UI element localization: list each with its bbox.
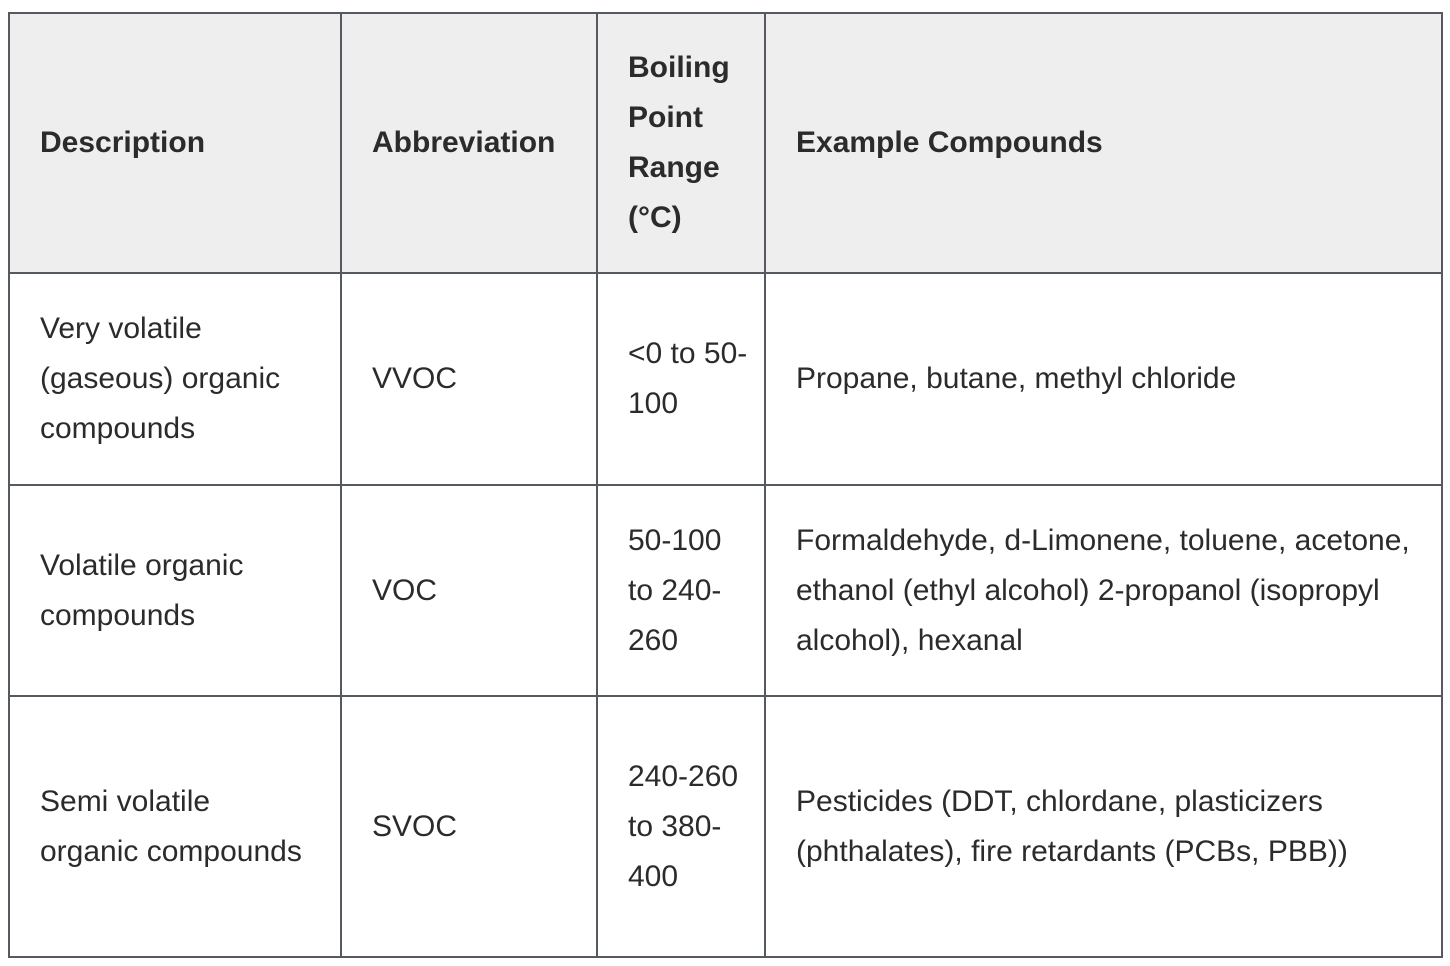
cell-example-compounds: Formaldehyde, d-Limonene, toluene, acetone, ethanol (ethyl alcohol) 2-propanol (isopropyl alcohol), hexanal bbox=[765, 485, 1442, 696]
header-abbreviation: Abbreviation bbox=[341, 13, 597, 273]
cell-example-compounds: Pesticides (DDT, chlordane, plasticizers (phthalates), fire retardants (PCBs, PBB)) bbox=[765, 696, 1442, 957]
cell-abbreviation: VOC bbox=[341, 485, 597, 696]
cell-boiling-point-range: 240-260 to 380-400 bbox=[597, 696, 765, 957]
table-body bbox=[9, 273, 1442, 957]
voc-table-container bbox=[8, 12, 1443, 958]
table-row bbox=[9, 273, 1442, 485]
cell-description: Semi volatile organic compounds bbox=[9, 696, 341, 957]
cell-boiling-point-range: 50-100 to 240-260 bbox=[597, 485, 765, 696]
header-description: Description bbox=[9, 13, 341, 273]
header-row bbox=[9, 13, 1442, 273]
table-row bbox=[9, 696, 1442, 957]
cell-boiling-point-range: <0 to 50-100 bbox=[597, 273, 765, 485]
voc-classification-table bbox=[8, 12, 1443, 958]
header-example-compounds: Example Compounds bbox=[765, 13, 1442, 273]
header-boiling-point-range: Boiling Point Range (°C) bbox=[597, 13, 765, 273]
cell-abbreviation: SVOC bbox=[341, 696, 597, 957]
table-header bbox=[9, 13, 1442, 273]
cell-description: Very volatile (gaseous) organic compounds bbox=[9, 273, 341, 485]
table-row bbox=[9, 485, 1442, 696]
cell-example-compounds: Propane, butane, methyl chloride bbox=[765, 273, 1442, 485]
cell-description: Volatile organic compounds bbox=[9, 485, 341, 696]
cell-abbreviation: VVOC bbox=[341, 273, 597, 485]
